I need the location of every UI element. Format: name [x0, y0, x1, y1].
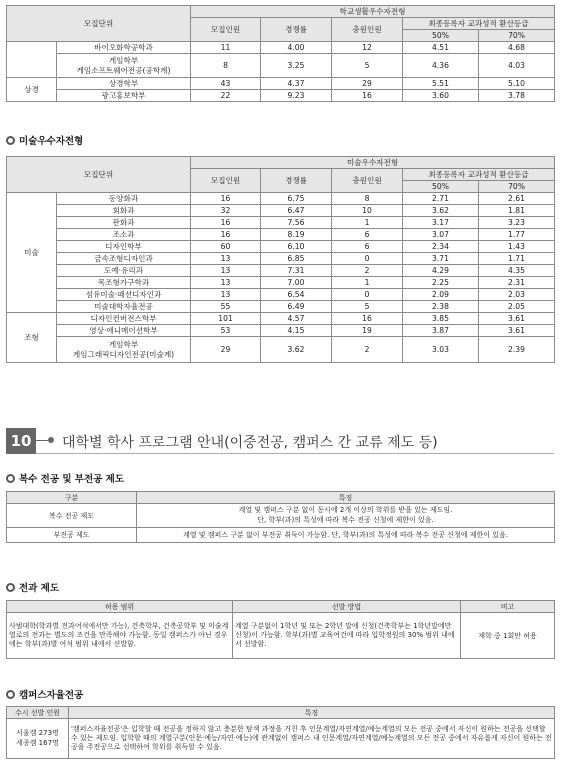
rate-cell: 4.57	[261, 313, 332, 325]
extra-cell: 29	[332, 78, 403, 90]
admission-table-school-life	[6, 5, 555, 102]
dept-cell: 목조형가구학과	[57, 277, 191, 289]
extra-cell: 0	[332, 253, 403, 265]
grade-50-cell: 2.71	[403, 193, 479, 205]
dept-line-2: 게임그래픽디자인전공(미술계)	[72, 349, 175, 359]
grade-70-cell: 2.39	[479, 337, 555, 363]
rate-cell: 4.00	[261, 42, 332, 54]
table-row	[7, 90, 555, 102]
extra-cell: 2	[332, 265, 403, 277]
quota-cell: 60	[191, 241, 261, 253]
table-row	[7, 325, 555, 337]
extra-cell: 2	[332, 337, 403, 363]
quota-cell: 32	[191, 205, 261, 217]
rate-cell: 6.47	[261, 205, 332, 217]
dept-cell	[57, 337, 191, 363]
dept-line-1: 게임학부	[108, 55, 139, 65]
grade-70-cell: 1.77	[479, 229, 555, 241]
dept-cell: 도예·유리과	[57, 265, 191, 277]
quota-cell: 101	[191, 313, 261, 325]
extra-cell: 5	[332, 54, 403, 78]
dept-cell: 회화과	[57, 205, 191, 217]
grade-50-cell: 2.25	[403, 277, 479, 289]
group-cell	[7, 42, 57, 78]
grade-50-cell: 3.07	[403, 229, 479, 241]
feature-cell: '캠퍼스자율전공'은 입학할 때 전공을 정하지 않고 충분한 탐색 과정을 거친 후 인문계열/자연계열/예능계열의 모든 전공 중에서 자신이 원하는 전공을 선택할 수 있는 제도임. 입학할 때의 계열구분(인문·예능/자연·예능)에 관계없이 캠퍼스 내 인문계열/자연계열/예능계열의 모든 전공 중에서 자유롭게 자신이 원하는 전공을 주전공으로 선택하여 학위를 취득할 수 있음.	[69, 719, 555, 759]
rate-cell: 3.25	[261, 54, 332, 78]
grade-50-header: 50%	[403, 30, 479, 42]
grade-70-cell: 2.31	[479, 277, 555, 289]
extra-header: 충원인원	[332, 18, 403, 42]
circle-bullet-icon	[6, 136, 15, 145]
dept-cell: 조소과	[57, 229, 191, 241]
extra-cell: 16	[332, 90, 403, 102]
grade-70-cell: 1.81	[479, 205, 555, 217]
rate-cell: 7.31	[261, 265, 332, 277]
feature-line-1: 계열 및 캠퍼스 구분 없이 동시에 2개 이상의 학위를 받을 있는 제도임.	[238, 506, 453, 515]
dept-cell: 영상·애니메이션학부	[57, 325, 191, 337]
admission-table-art	[6, 156, 555, 363]
grade-70-header: 70%	[479, 181, 555, 193]
section-heading-campus	[6, 687, 83, 701]
table-row	[7, 193, 555, 205]
extra-cell: 0	[332, 289, 403, 301]
section-heading-double-major	[6, 471, 124, 485]
quota-cell: 55	[191, 301, 261, 313]
grade-50-cell: 4.29	[403, 265, 479, 277]
section-title: 캠퍼스자율전공	[19, 690, 84, 701]
note-header: 비고	[461, 601, 555, 613]
section-title: 미술우수자전형	[19, 136, 84, 147]
quota-cell: 43	[191, 78, 261, 90]
type-cell: 복수 전공 제도	[7, 504, 137, 528]
extra-cell: 8	[332, 193, 403, 205]
table-row	[7, 205, 555, 217]
dept-cell: 금속조형디자인과	[57, 253, 191, 265]
chapter-number: 10	[6, 428, 36, 454]
table-row	[7, 54, 555, 78]
grade-50-cell: 3.62	[403, 205, 479, 217]
dept-cell: 판화과	[57, 217, 191, 229]
grade-50-cell: 5.51	[403, 78, 479, 90]
quota-sejong: 세종캠 167명	[16, 738, 59, 747]
dept-cell: 디자인컨버전스학부	[57, 313, 191, 325]
section-heading-art	[6, 133, 83, 147]
table-row	[7, 289, 555, 301]
scope-header: 허용 범위	[7, 601, 233, 613]
note-cell: 재학 중 1회만 허용	[461, 613, 555, 659]
quota-header: 수시 선발 인원	[7, 707, 69, 719]
dept-cell	[57, 54, 191, 78]
quota-cell: 53	[191, 325, 261, 337]
chapter-title: 대학별 학사 프로그램 안내(이중전공, 캠퍼스 간 교류 제도 등)	[62, 435, 438, 451]
extra-cell: 6	[332, 229, 403, 241]
quota-cell: 16	[191, 217, 261, 229]
table-row	[7, 504, 555, 528]
grade-header: 최종등록자 교과성적 환산등급	[403, 169, 555, 181]
group-header: 학교생활우수자전형	[191, 6, 555, 18]
grade-50-cell: 4.36	[403, 54, 479, 78]
unit-header: 모집단위	[7, 157, 191, 193]
grade-50-cell: 4.51	[403, 42, 479, 54]
rate-cell: 3.62	[261, 337, 332, 363]
table-row	[7, 337, 555, 363]
chapter-divider	[36, 453, 554, 454]
circle-bullet-icon	[6, 690, 15, 699]
grade-70-cell: 2.03	[479, 289, 555, 301]
grade-70-cell: 2.61	[479, 193, 555, 205]
grade-70-header: 70%	[479, 30, 555, 42]
quota-cell: 22	[191, 90, 261, 102]
table-row	[7, 301, 555, 313]
rate-cell: 4.15	[261, 325, 332, 337]
grade-50-cell: 3.03	[403, 337, 479, 363]
dept-cell: 섬유미술·패션디자인과	[57, 289, 191, 301]
feature-header: 특징	[137, 492, 555, 504]
grade-70-cell: 4.68	[479, 42, 555, 54]
extra-cell: 10	[332, 205, 403, 217]
rate-cell: 8.19	[261, 229, 332, 241]
grade-50-cell: 3.87	[403, 325, 479, 337]
extra-header: 충원인원	[332, 169, 403, 193]
grade-50-cell: 2.38	[403, 301, 479, 313]
feature-header: 특징	[69, 707, 555, 719]
rate-cell: 6.49	[261, 301, 332, 313]
extra-cell: 1	[332, 277, 403, 289]
table-row	[7, 719, 555, 759]
dept-cell: 미술대학자율전공	[57, 301, 191, 313]
section-heading-transfer	[6, 580, 59, 594]
group-cell: 상경	[7, 78, 57, 102]
quota-cell: 29	[191, 337, 261, 363]
transfer-table	[6, 600, 555, 659]
scope-cell: 사범대학(학과별 전과여석에서만 가능), 건축학부, 건축공학부 및 미술계열로의 전과는 별도의 조건을 만족해야 가능함. 동일 캠퍼스가 아닌 경우에는 학부(과)별 여석 범위 내에서 선발함.	[7, 613, 233, 659]
dept-line-2: 게임소프트웨어전공(공학계)	[76, 65, 171, 75]
rate-cell: 6.10	[261, 241, 332, 253]
table-row	[7, 42, 555, 54]
quota-cell	[7, 719, 69, 759]
dept-cell: 광고홍보학부	[57, 90, 191, 102]
table-row	[7, 313, 555, 325]
connector-dot-icon	[48, 437, 54, 443]
grade-70-cell: 4.35	[479, 265, 555, 277]
circle-bullet-icon	[6, 474, 15, 483]
campus-major-table	[6, 706, 555, 759]
grade-header: 최종등록자 교과성적 환산등급	[403, 18, 555, 30]
grade-70-cell: 1.71	[479, 253, 555, 265]
method-header: 선발 방법	[233, 601, 461, 613]
table-row	[7, 528, 555, 543]
extra-cell: 16	[332, 313, 403, 325]
section-title: 전과 제도	[19, 583, 60, 594]
rate-cell: 7.56	[261, 217, 332, 229]
table-row	[7, 78, 555, 90]
grade-70-cell: 3.61	[479, 325, 555, 337]
type-header: 구분	[7, 492, 137, 504]
quota-cell: 13	[191, 289, 261, 301]
dept-cell: 동양화과	[57, 193, 191, 205]
rate-cell: 6.54	[261, 289, 332, 301]
quota-cell: 16	[191, 229, 261, 241]
extra-cell: 5	[332, 301, 403, 313]
quota-header: 모집인원	[191, 169, 261, 193]
table-row	[7, 229, 555, 241]
group-cell: 조형	[7, 313, 57, 363]
extra-cell: 19	[332, 325, 403, 337]
grade-70-cell: 1.43	[479, 241, 555, 253]
feature-cell: 계열 및 캠퍼스 구분 없이 부전공 취득이 가능함. 단, 학부(과)의 특성에 따라 복수 전공 신청에 제한이 있음.	[137, 528, 555, 543]
table-row	[7, 241, 555, 253]
extra-cell: 1	[332, 217, 403, 229]
quota-cell: 11	[191, 42, 261, 54]
dept-cell: 바이오화학공학과	[57, 42, 191, 54]
dept-cell: 디자인학부	[57, 241, 191, 253]
grade-50-cell: 2.34	[403, 241, 479, 253]
quota-seoul: 서울캠 273명	[16, 729, 59, 738]
quota-header: 모집인원	[191, 18, 261, 42]
rate-cell: 9.23	[261, 90, 332, 102]
rate-cell: 6.75	[261, 193, 332, 205]
table-row	[7, 253, 555, 265]
unit-header: 모집단위	[7, 6, 191, 42]
grade-50-cell: 3.85	[403, 313, 479, 325]
quota-cell: 16	[191, 193, 261, 205]
method-cell: 계열 구분없이 1학년 및 또는 2학년 말에 신청(건축학부는 1학년말에만 신청)이 가능함. 학부(과)별 교육여건에 따라 입학정원의 30% 범위 내에서 선발함.	[233, 613, 461, 659]
grade-70-cell: 5.10	[479, 78, 555, 90]
extra-cell: 6	[332, 241, 403, 253]
grade-50-cell: 3.17	[403, 217, 479, 229]
section-title: 복수 전공 및 부전공 제도	[19, 474, 124, 485]
circle-bullet-icon	[6, 583, 15, 592]
rate-header: 경쟁률	[261, 169, 332, 193]
feature-line-2: 단, 학부(과)의 특성에 따라 복수 전공 신청에 제한이 있음.	[257, 515, 434, 524]
rate-header: 경쟁률	[261, 18, 332, 42]
chapter-header	[6, 428, 554, 454]
quota-cell: 13	[191, 265, 261, 277]
table-row	[7, 613, 555, 659]
quota-cell: 13	[191, 253, 261, 265]
quota-cell: 13	[191, 277, 261, 289]
dept-cell: 상경학부	[57, 78, 191, 90]
grade-50-header: 50%	[403, 181, 479, 193]
grade-70-cell: 3.78	[479, 90, 555, 102]
table-row	[7, 277, 555, 289]
grade-50-cell: 3.71	[403, 253, 479, 265]
grade-70-cell: 3.23	[479, 217, 555, 229]
grade-50-cell: 3.60	[403, 90, 479, 102]
rate-cell: 7.00	[261, 277, 332, 289]
type-cell: 부전공 제도	[7, 528, 137, 543]
group-cell: 미술	[7, 193, 57, 313]
quota-cell: 8	[191, 54, 261, 78]
extra-cell: 12	[332, 42, 403, 54]
dept-line-1: 게임학부	[108, 339, 139, 349]
feature-cell	[137, 504, 555, 528]
grade-70-cell: 4.03	[479, 54, 555, 78]
grade-70-cell: 3.61	[479, 313, 555, 325]
rate-cell: 6.85	[261, 253, 332, 265]
group-header: 미술우수자전형	[191, 157, 555, 169]
table-row	[7, 217, 555, 229]
double-major-table	[6, 491, 555, 543]
grade-50-cell: 2.09	[403, 289, 479, 301]
table-row	[7, 265, 555, 277]
grade-70-cell: 2.05	[479, 301, 555, 313]
rate-cell: 4.37	[261, 78, 332, 90]
